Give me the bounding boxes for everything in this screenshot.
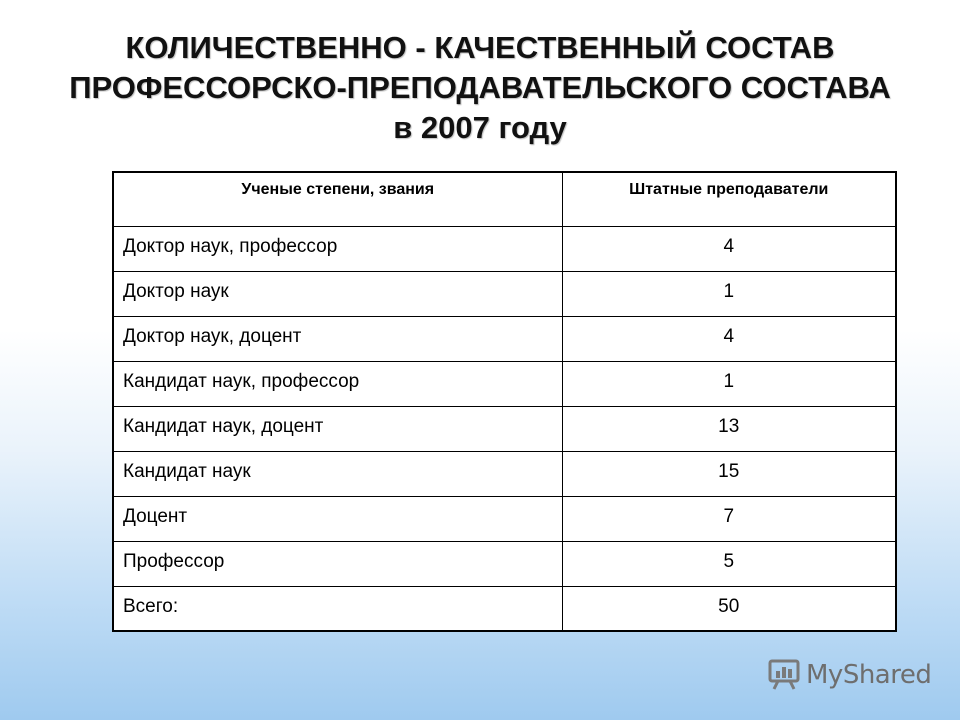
row-name: Кандидат наук <box>113 451 562 496</box>
row-name: Доцент <box>113 496 562 541</box>
table-row <box>113 361 896 406</box>
table-row <box>113 226 896 271</box>
row-value: 15 <box>562 451 896 496</box>
row-value: 5 <box>562 541 896 586</box>
page-title <box>0 28 960 148</box>
title-line-1: КОЛИЧЕСТВЕННО - КАЧЕСТВЕННЫЙ СОСТАВ <box>125 30 835 65</box>
column-header-degrees: Ученые степени, звания <box>113 172 562 226</box>
row-value: 7 <box>562 496 896 541</box>
row-value: 1 <box>562 361 896 406</box>
watermark-text: MyShared <box>806 660 932 690</box>
table-header-row <box>113 172 896 226</box>
title-line-2: ПРОФЕССОРСКО-ПРЕПОДАВАТЕЛЬСКОГО СОСТАВА <box>69 70 891 105</box>
row-value: 4 <box>562 316 896 361</box>
row-name: Доктор наук <box>113 271 562 316</box>
table-row <box>113 316 896 361</box>
row-name: Кандидат наук, профессор <box>113 361 562 406</box>
table-row <box>113 451 896 496</box>
watermark-logo[interactable] <box>768 655 931 695</box>
row-name: Кандидат наук, доцент <box>113 406 562 451</box>
table-row <box>113 406 896 451</box>
title-line-3: в 2007 году <box>393 110 567 145</box>
staff-table <box>112 171 897 632</box>
table-row <box>113 271 896 316</box>
row-name: Доктор наук, профессор <box>113 226 562 271</box>
row-value: 13 <box>562 406 896 451</box>
table-row <box>113 496 896 541</box>
row-name: Всего: <box>113 586 562 631</box>
row-value: 4 <box>562 226 896 271</box>
presentation-board-icon <box>768 659 802 691</box>
table-row <box>113 541 896 586</box>
row-name: Доктор наук, доцент <box>113 316 562 361</box>
column-header-staff: Штатные преподаватели <box>562 172 896 226</box>
row-name: Профессор <box>113 541 562 586</box>
row-value: 50 <box>562 586 896 631</box>
row-value: 1 <box>562 271 896 316</box>
table-row-total <box>113 586 896 631</box>
